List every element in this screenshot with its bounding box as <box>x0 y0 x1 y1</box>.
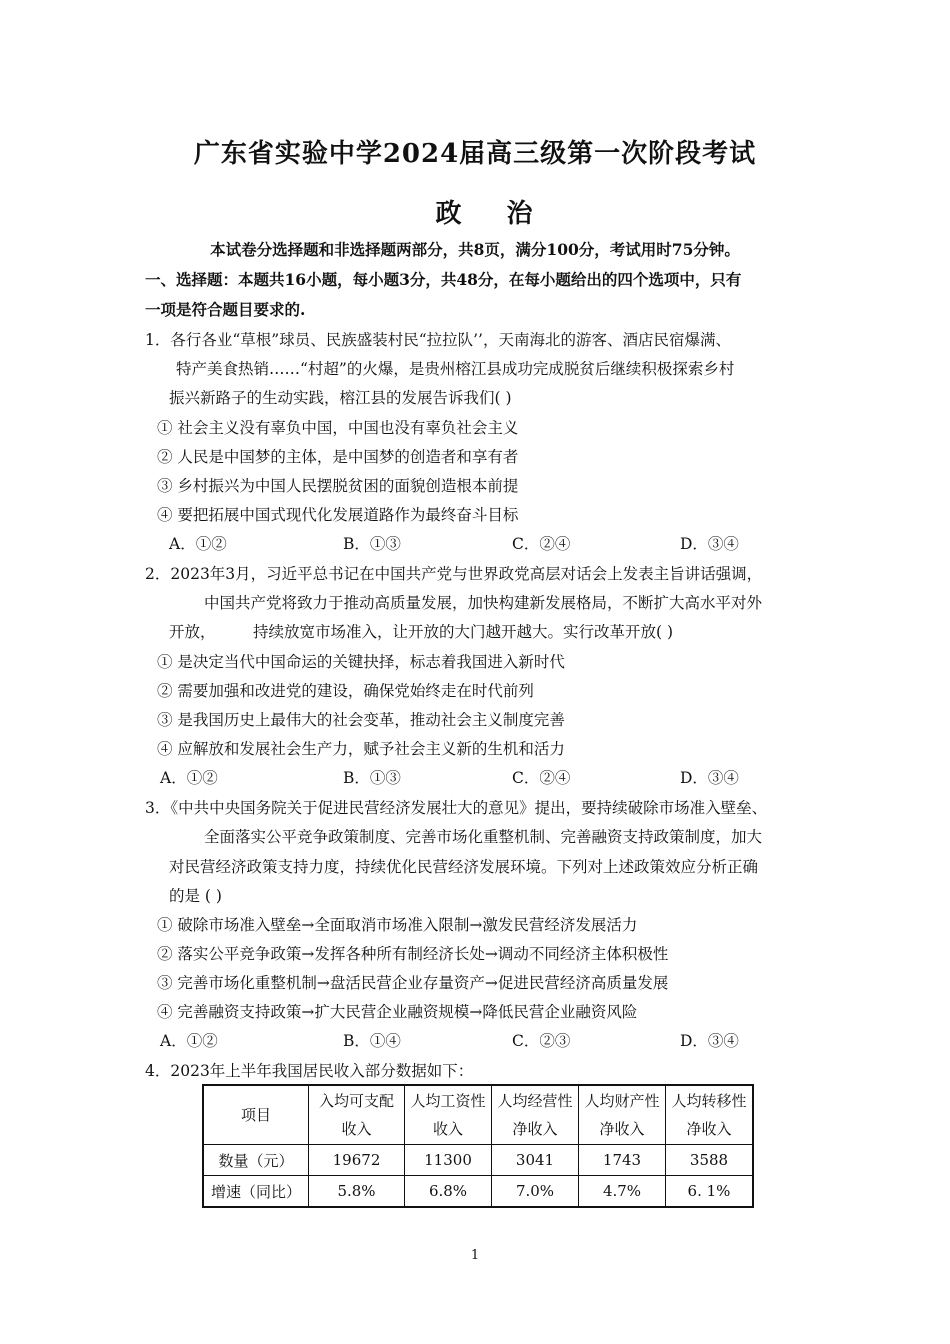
q2-stem-line2: 中国共产党将致力于推动高质量发展，加快构建新发展格局，不断扩大高水平对外 <box>204 594 763 612</box>
q1-stem-line3: 振兴新路子的生动实践，榕江县的发展告诉我们( ) <box>169 389 512 407</box>
header-label-line2: 收入 <box>432 1120 463 1138</box>
table-cell: 数量（元） <box>203 1145 309 1176</box>
q1-option-2: ② 人民是中国梦的主体，是中国梦的创造者和享有者 <box>157 448 519 466</box>
table-row <box>203 1176 753 1208</box>
table-header-cell <box>203 1085 309 1145</box>
q1-option-4: ④ 要把拓展中国式现代化发展道路作为最终奋斗目标 <box>157 506 519 524</box>
table-cell: 5.8% <box>309 1176 405 1208</box>
table-cell: 增速（同比） <box>203 1176 309 1208</box>
q2-answer-d: D．③④ <box>680 769 739 787</box>
table-header-cell <box>492 1085 579 1145</box>
table-cell: 19672 <box>309 1145 405 1176</box>
q2-stem-line3b: 持续放宽市场准入，让开放的大门越开越大。实行改革开放( ) <box>253 623 674 641</box>
q2-option-2: ② 需要加强和改进党的建设，确保党始终走在时代前列 <box>157 682 534 700</box>
q1-stem-line1: 1．各行各业“草根”球员、民族盛装村民“拉拉队’’，天南海北的游客、酒店民宿爆满、 <box>145 331 731 349</box>
q2-answer-a: A．①② <box>160 769 218 787</box>
page-number: 1 <box>470 1248 480 1263</box>
q1-answer-d: D．③④ <box>680 535 739 553</box>
exam-title: 广东省实验中学2024届高三级第一次阶段考试 <box>193 139 757 169</box>
table-cell: 3588 <box>666 1145 754 1176</box>
q1-option-3: ③ 乡村振兴为中国人民摆脱贫困的面貌创造根本前提 <box>157 477 519 495</box>
section-heading-line1: 一、选择题：本题共16小题，每小题3分，共48分，在每小题给出的四个选项中，只有 <box>145 270 742 289</box>
q3-stem-line2: 全面落实公平竞争政策制度、完善市场化重整机制、完善融资支持政策制度，加大 <box>204 828 763 846</box>
header-label-line2: 收入 <box>341 1120 372 1138</box>
q2-answer-c: C．②④ <box>512 769 571 787</box>
q3-stem-line3: 对民营经济政策支持力度，持续优化民营经济发展环境。下列对上述政策效应分析正确 <box>169 858 759 876</box>
q1-option-1: ① 社会主义没有辜负中国，中国也没有辜负社会主义 <box>157 419 519 437</box>
subject-title: 政 治 <box>435 199 551 229</box>
q3-stem-line1: 3．《中共中央国务院关于促进民营经济发展壮大的意见》提出，要持续破除市场准入壁垒、 <box>145 799 768 817</box>
header-label-line2: 净收入 <box>686 1120 732 1138</box>
q3-option-1: ① 破除市场准入壁垒→全面取消市场准入限制→激发民营经济发展活力 <box>157 916 638 934</box>
exam-intro: 本试卷分选择题和非选择题两部分，共8页，满分100分，考试用时75分钟。 <box>210 240 740 259</box>
header-label-line2: 净收入 <box>512 1120 558 1138</box>
q1-answer-b: B．①③ <box>343 535 401 553</box>
q2-stem-line1: 2．2023年3月，习近平总书记在中国共产党与世界政党高层对话会上发表主旨讲话强调， <box>145 565 763 583</box>
section-heading-line2: 一项是符合题目要求的. <box>145 300 306 319</box>
table-header-row <box>203 1085 753 1145</box>
income-data-table <box>202 1084 754 1208</box>
q4-stem: 4．2023年上半年我国居民收入部分数据如下： <box>145 1062 474 1080</box>
table-cell: 4.7% <box>579 1176 666 1208</box>
q2-option-3: ③ 是我国历史上最伟大的社会变革，推动社会主义制度完善 <box>157 711 565 729</box>
table-row <box>203 1145 753 1176</box>
q3-answer-b: B．①④ <box>343 1032 401 1050</box>
q2-option-4: ④ 应解放和发展社会生产力，赋予社会主义新的生机和活力 <box>157 740 565 758</box>
q3-option-3: ③ 完善市场化重整机制→盘活民营企业存量资产→促进民营经济高质量发展 <box>157 974 669 992</box>
q2-stem-line3a: 开放， <box>169 623 216 641</box>
q2-option-1: ① 是决定当代中国命运的关键抉择，标志着我国进入新时代 <box>157 653 565 671</box>
q3-option-4: ④ 完善融资支持政策→扩大民营企业融资规模→降低民营企业融资风险 <box>157 1003 638 1021</box>
header-label-line1: 入均可支配 <box>318 1092 394 1110</box>
table-cell: 7.0% <box>492 1176 579 1208</box>
table-header-cell <box>666 1085 754 1145</box>
table-cell: 6. 1% <box>666 1176 754 1208</box>
table-header-cell <box>579 1085 666 1145</box>
q3-option-2: ② 落实公平竞争政策→发挥各种所有制经济长处→调动不同经济主体积极性 <box>157 945 669 963</box>
q3-answer-d: D．③④ <box>680 1032 739 1050</box>
header-label-line1: 人均经营性 <box>497 1092 573 1110</box>
q3-answer-c: C．②③ <box>512 1032 571 1050</box>
header-label-line1: 人均工资性 <box>410 1092 486 1110</box>
q1-stem-line2: 特产美食热销……“村超”的火爆，是贵州榕江县成功完成脱贫后继续积极探索乡村 <box>176 360 735 378</box>
table-cell: 6.8% <box>405 1176 492 1208</box>
q1-answer-a: A．①② <box>169 535 227 553</box>
q1-answer-c: C．②④ <box>512 535 571 553</box>
header-label-line1: 人均转移性 <box>671 1092 747 1110</box>
header-label: 项目 <box>240 1106 271 1124</box>
table-header-cell <box>309 1085 405 1145</box>
table-cell: 11300 <box>405 1145 492 1176</box>
header-label-line1: 人均财产性 <box>584 1092 660 1110</box>
table-header-cell <box>405 1085 492 1145</box>
header-label-line2: 净收入 <box>599 1120 645 1138</box>
table-cell: 3041 <box>492 1145 579 1176</box>
q3-answer-a: A．①② <box>160 1032 218 1050</box>
q3-stem-line4: 的是 ( ) <box>169 887 222 905</box>
q2-answer-b: B．①③ <box>343 769 401 787</box>
table-cell: 1743 <box>579 1145 666 1176</box>
